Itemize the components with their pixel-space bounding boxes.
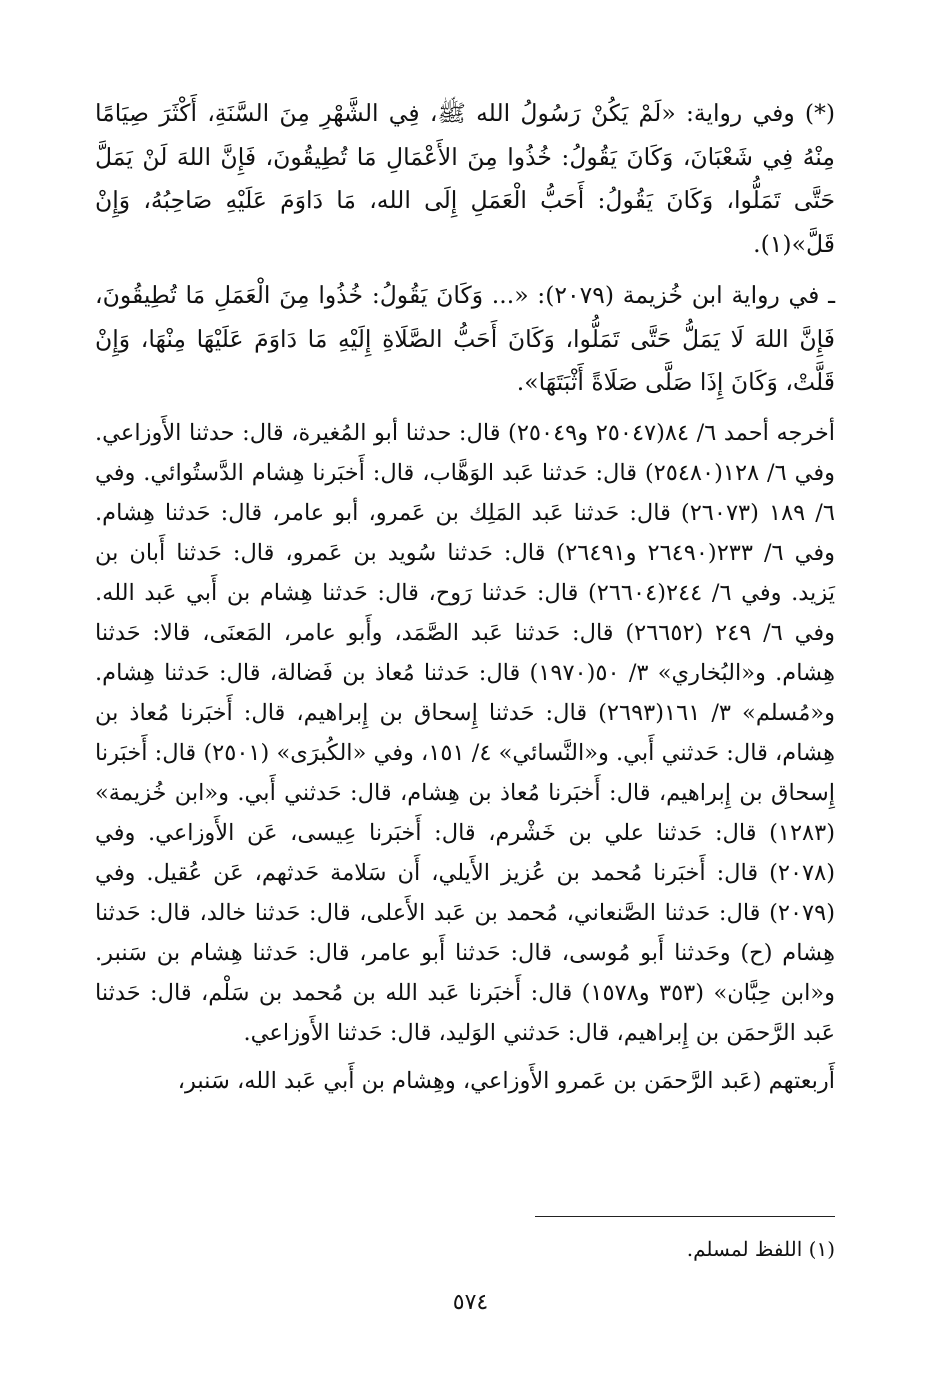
footnote: (١) اللفظ لمسلم. [686,1237,835,1261]
hadith-variant-paragraph: (*) وفي رواية: «لَمْ يَكُنْ رَسُولُ الله ﷺ، فِي الشَّهْرِ مِنَ السَّنَةِ، أَكْثَرَ صِيَامًا مِنْهُ فِي شَعْبَانَ، وَكَانَ يَقُولُ: خُذُوا مِنَ الأَعْمَالِ مَا تُطِيقُونَ، فَإِنَّ اللهَ لَنْ يَمَلَّ حَتَّى تَمَلُّوا، وَكَانَ يَقُولُ: أَحَبُّ الْعَمَلِ إِلَى الله، مَا دَاوَمَ عَلَيْهِ صَاحِبُهُ، وَإِنْ قَلَّ»(١). [95,99,835,258]
narrators-paragraph: أَربعتهم (عَبد الرَّحمَن بن عَمرو الأَوزاعي، وهِشام بن أَبي عَبد الله، سَنبر، [177,1067,835,1094]
ibn-khuzayma-variant-paragraph: ـ في رواية ابن خُزيمة (٢٠٧٩): «... وَكَانَ يَقُولُ: خُذُوا مِنَ الْعَمَلِ مَا تُطِيقُونَ، فَإِنَّ اللهَ لَا يَمَلُّ حَتَّى تَمَلُّوا، وَكَانَ أَحَبُّ الصَّلَاةِ إِلَيْهِ مَا دَاوَمَ عَلَيْهَا مِنْهَا، وَإِنْ قَلَّتْ، وَكَانَ إِذَا صَلَّى صَلَاةً أَثْبَتَهَا». [95,281,835,396]
page-number: ٥٧٤ [452,1290,489,1315]
page-body [95,92,835,1109]
footnote-divider [535,1216,835,1217]
takhrij-paragraph: أخرجه أحمد ٦/ ٨٤(٢٥٠٤٧ و٢٥٠٤٩) قال: حدثنا أبو المُغيرة، قال: حدثنا الأَوزاعي. وفي ٦/ ١٢٨(٢٥٤٨٠) قال: حَدثنا عَبد الوَهَّاب، قال: أَخبَرنا هِشام الدَّستُوائي. وفي ٦/ ١٨٩ (٢٦٠٧٣) قال: حَدثنا عَبد المَلِك بن عَمرو، أبو عامر، قال: حَدثنا هِشام. وفي ٦/ ٢٣٣(٢٦٤٩٠ و٢٦٤٩١) قال: حَدثنا سُويد بن عَمرو، قال: حَدثنا أَبان بن يَزيد. وفي ٦/ ٢٤٤(٢٦٦٠٤) قال: حَدثنا رَوح، قال: حَدثنا هِشام بن أَبي عَبد الله. وفي ٦/ ٢٤٩ (٢٦٦٥٢) قال: حَدثنا عَبد الصَّمَد، وأَبو عامر، المَعنَى، قالا: حَدثنا هِشام. و«البُخاري» ٣/ ٥٠(١٩٧٠) قال: حَدثنا مُعاذ بن فَضالة، قال: حَدثنا هِشام. و«مُسلم» ٣/ ١٦١(٢٦٩٣) قال: حَدثنا إِسحاق بن إِبراهيم، قال: أَخبَرنا مُعاذ بن هِشام، قال: حَدثني أَبي. و«النَّسائي» ٤/ ١٥١، وفي «الكُبرَى» (٢٥٠١) قال: أَخبَرنا إِسحاق بن إِبراهيم، قال: أَخبَرنا مُعاذ بن هِشام، قال: حَدثني أَبي. و«ابن خُزيمة» (١٢٨٣) قال: حَدثنا علي بن خَشْرم، قال: أَخبَرنا عِيسى، عَن الأَوزاعي. وفي (٢٠٧٨) قال: أَخبَرنا مُحمد بن عُزيز الأَيلي، أَن سَلامة حَدثهم، عَن عُقيل. وفي (٢٠٧٩) قال: حَدثنا الصَّنعاني، مُحمد بن عَبد الأَعلى، قال: حَدثنا خالد، قال: حَدثنا هِشام (ح) وحَدثنا أَبو مُوسى، قال: حَدثنا أَبو عامر، قال: حَدثنا هِشام بن سَنبر. و«ابن حِبَّان» (٣٥٣ و١٥٧٨) قال: أَخبَرنا عَبد الله بن مُحمد بن سَلْم، قال: حَدثنا عَبد الرَّحمَن بن إِبراهيم، قال: حَدثني الوَليد، قال: حَدثنا الأَوزاعي. [95,419,836,1046]
